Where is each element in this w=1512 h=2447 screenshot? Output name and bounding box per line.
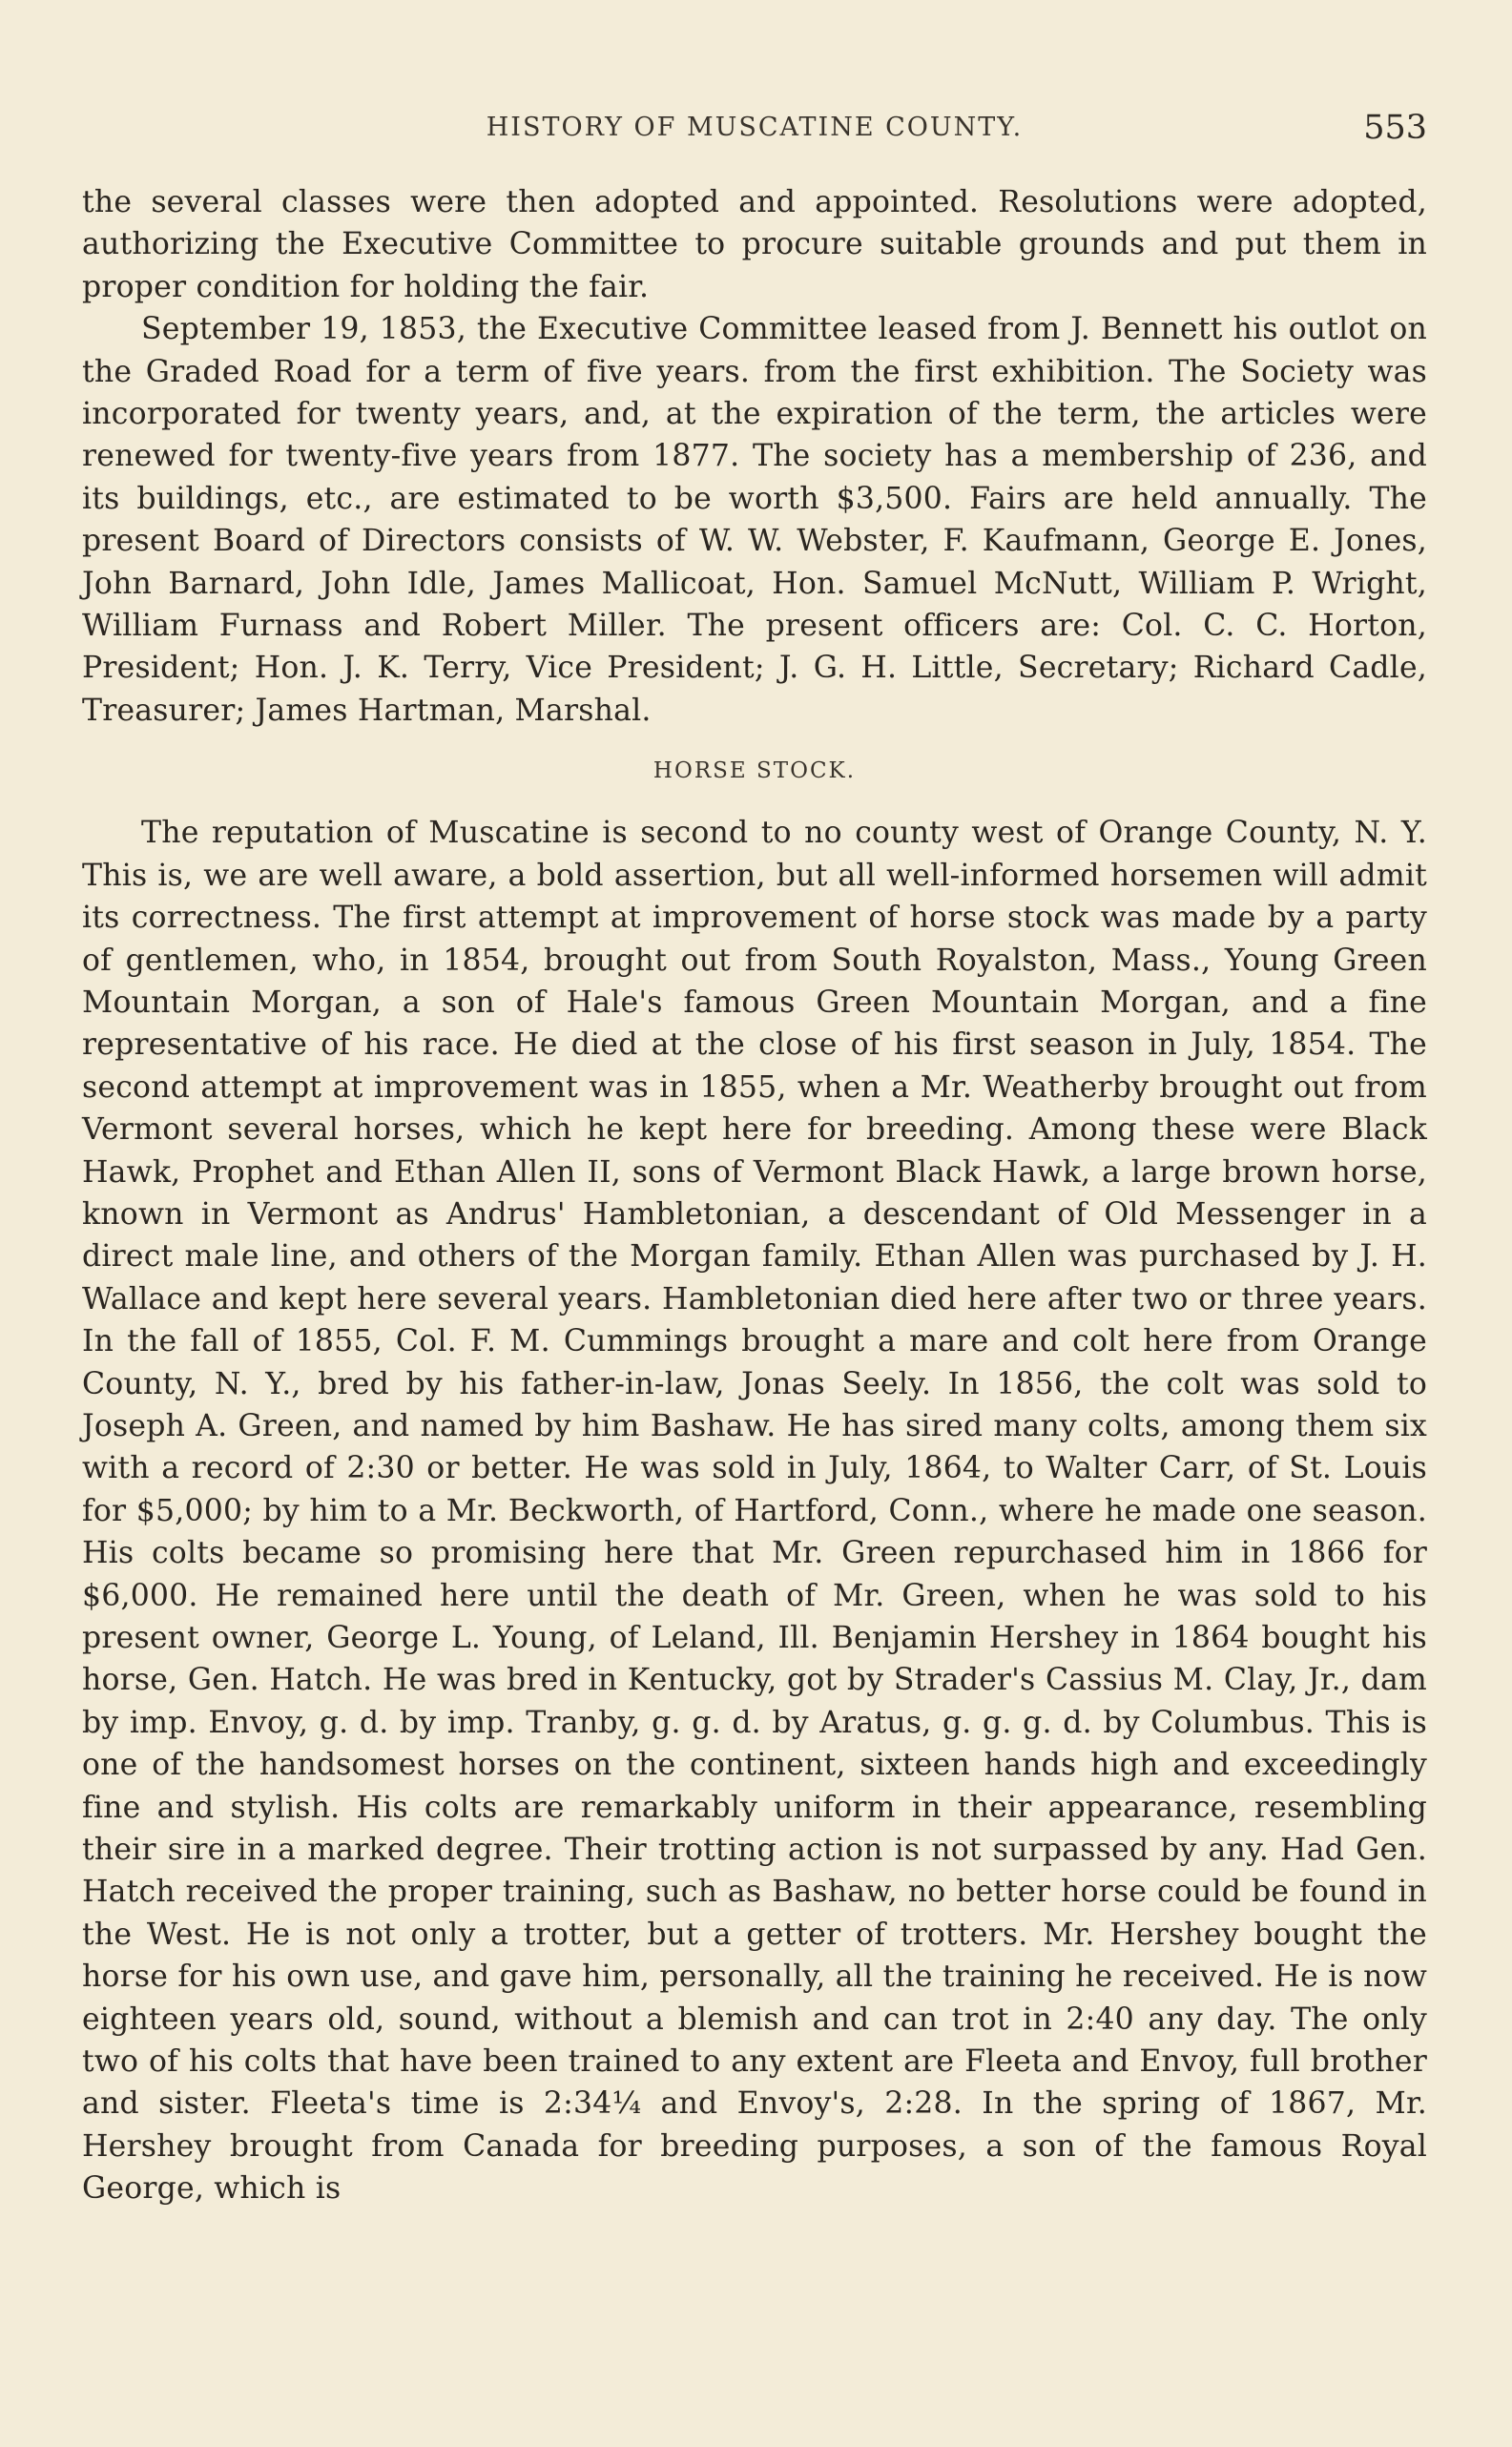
running-title: HISTORY OF MUSCATINE COUNTY. — [486, 113, 1024, 142]
section-heading-horse-stock: HORSE STOCK. — [652, 758, 857, 784]
body-text — [82, 181, 1427, 2210]
running-header — [82, 107, 1427, 149]
paragraph-continued: the several classes were then adopted and appointed. Resolutions were adopted, authorizing the Executive Committee to procure suitable grounds and put them in proper condition for holding the fair. — [82, 185, 1427, 304]
paragraph-horse-stock: The reputation of Muscatine is second to no county west of Orange County, N. Y. This is, we are well aware, a bold assertion, but all well-informed horsemen will admit its correctness. The first attempt at improvement of horse stock was made by a party of gentlemen, who, in 1854, brought out from South Royalston, Mass., Young Green Mountain Morgan, a son of Hale's famous Green Mountain Morgan, and a fine representative of his race. He died at the close of his first season in July, 1854. The second attempt at improvement was in 1855, when a Mr. Weatherby brought out from Vermont several horses, which he kept here for breeding. Among these were Black Hawk, Prophet and Ethan Allen II, sons of Vermont Black Hawk, a large brown horse, known in Vermont as Andrus' Hambletonian, a descendant of Old Messenger in a direct male line, and others of the Morgan family. Ethan Allen was purchased by J. H. Wallace and kept here several years. Hambletonian died here after two or three years. In the fall of 1855, Col. F. M. Cummings brought a mare and colt here from Orange County, N. Y., bred by his father-in-law, Jonas Seely. In 1856, the colt was sold to Joseph A. Green, and named by him Bashaw. He has sired many colts, among them six with a record of 2:30 or better. He was sold in July, 1864, to Walter Carr, of St. Louis for $5,000; by him to a Mr. Beckworth, of Hartford, Conn., where he made one season. His colts became so promising here that Mr. Green repurchased him in 1866 for $6,000. He remained here until the death of Mr. Green, when he was sold to his present owner, George L. Young, of Leland, Ill. Benjamin Hershey in 1864 bought his horse, Gen. Hatch. He was bred in Kentucky, got by Strader's Cassius M. Clay, Jr., dam by imp. Envoy, g. d. by imp. Tranby, g. g. d. by Aratus, g. g. g. d. by Columbus. This is one of the handsomest horses on the continent, sixteen hands high and exceedingly fine and stylish. His colts are remarkably uniform in their appearance, resembling their sire in a marked degree. Their trotting action is not surpassed by any. Had Gen. Hatch received the proper training, such as Bashaw, no better horse could be found in the West. He is not only a trotter, but a getter of trotters. Mr. Hershey bought the horse for his own use, and gave him, personally, all the training he received. He is now eighteen years old, sound, without a blemish and can trot in 2:40 any day. The only two of his colts that have been trained to any extent are Fleeta and Envoy, full brother and sister. Fleeta's time is 2:34¼ and Envoy's, 2:28. In the spring of 1867, Mr. Hershey brought from Canada for breeding purposes, a son of the famous Royal George, which is — [82, 816, 1427, 2207]
page-number: 553 — [1363, 109, 1427, 147]
paragraph-society-lease: September 19, 1853, the Executive Committee leased from J. Bennett his outlot on the Graded Road for a term of five years. from the first exhibition. The Society was incorporated for twenty years, and, at the expiration of the term, the articles were renewed for twenty-five years from 1877. The society has a membership of 236, and its buildings, etc., are estimated to be worth $3,500. Fairs are held annually. The present Board of Directors consists of W. W. Webster, F. Kaufmann, George E. Jones, John Barnard, John Idle, James Mallicoat, Hon. Samuel McNutt, William P. Wright, William Furnass and Robert Miller. The present officers are: Col. C. C. Horton, President; Hon. J. K. Terry, Vice President; J. G. H. Little, Secretary; Richard Cadle, Treasurer; James Hartman, Marshal. — [82, 312, 1427, 728]
